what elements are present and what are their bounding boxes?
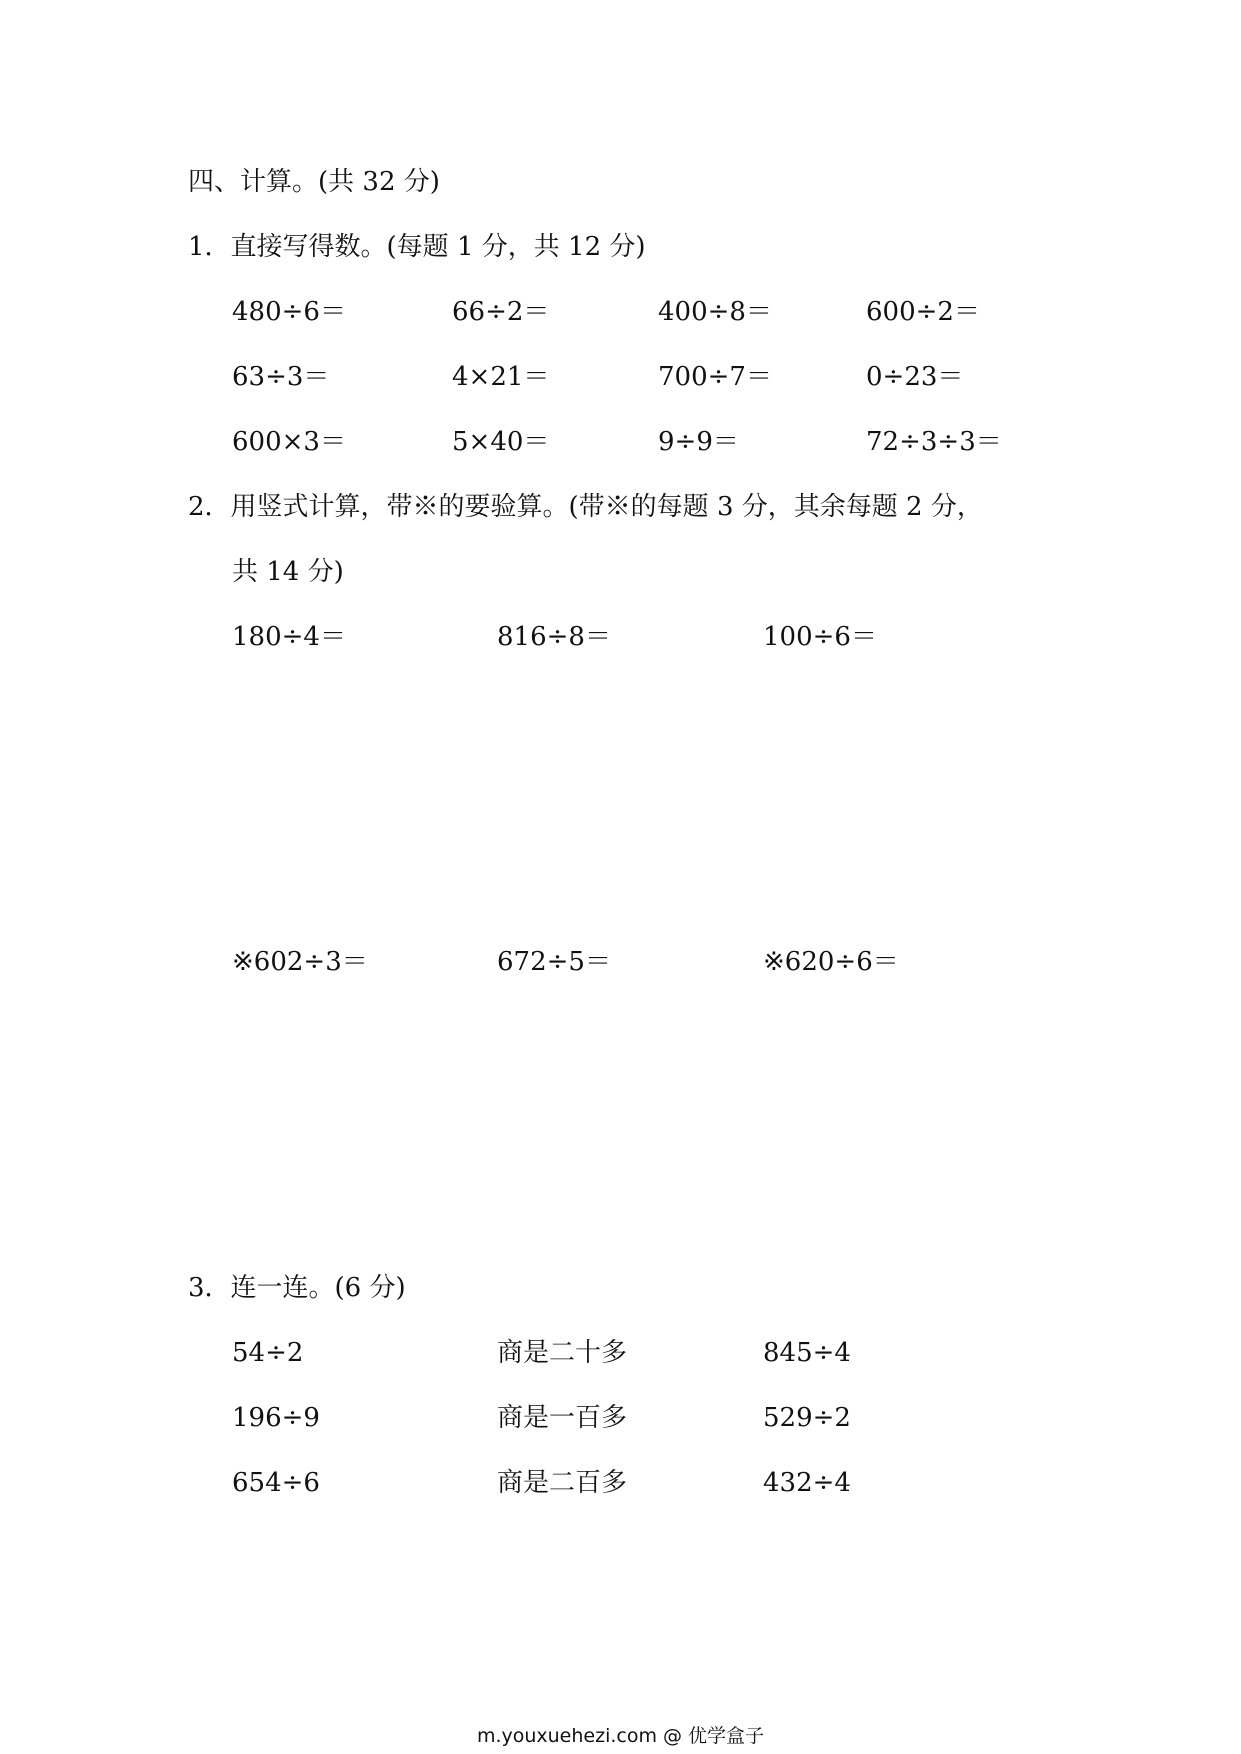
q1-problem: 72÷3÷3＝ <box>866 427 1002 457</box>
q1-problem: 400÷8＝ <box>658 297 772 327</box>
q2-problem: ※602÷3＝ <box>232 947 368 977</box>
q3-heading: 3．连一连。(6 分) <box>188 1273 406 1303</box>
q3-quotient-label: 商是一百多 <box>497 1403 628 1433</box>
q3-right-expression: 845÷4 <box>763 1338 851 1368</box>
footer-watermark: m.youxuehezi.com @ 优学盒子 <box>476 1725 765 1747</box>
q1-problem: 5×40＝ <box>452 427 550 457</box>
q2-problem: ※620÷6＝ <box>763 947 899 977</box>
q3-left-expression: 54÷2 <box>232 1338 304 1368</box>
q2-problem: 816÷8＝ <box>497 622 611 652</box>
q1-problem: 9÷9＝ <box>658 427 739 457</box>
q1-problem: 0÷23＝ <box>866 362 964 392</box>
q1-problem: 700÷7＝ <box>658 362 772 392</box>
q3-quotient-label: 商是二十多 <box>497 1338 628 1368</box>
q3-left-expression: 654÷6 <box>232 1468 320 1498</box>
q1-problem: 63÷3＝ <box>232 362 330 392</box>
q1-problem: 600÷2＝ <box>866 297 980 327</box>
q2-problem: 180÷4＝ <box>232 622 346 652</box>
q3-left-expression: 196÷9 <box>232 1403 320 1433</box>
q1-problem: 480÷6＝ <box>232 297 346 327</box>
q2-problem: 672÷5＝ <box>497 947 611 977</box>
q1-problem: 600×3＝ <box>232 427 346 457</box>
q2-heading-line1: 2．用竖式计算，带※的要验算。(带※的每题 3 分，其余每题 2 分， <box>188 492 983 522</box>
section-title: 四、计算。(共 32 分) <box>188 167 440 197</box>
q3-quotient-label: 商是二百多 <box>497 1468 628 1498</box>
q1-problem: 66÷2＝ <box>452 297 550 327</box>
q1-problem: 4×21＝ <box>452 362 550 392</box>
q2-heading-line2: 共 14 分) <box>232 557 344 587</box>
q1-heading: 1．直接写得数。(每题 1 分，共 12 分) <box>188 232 646 262</box>
q3-right-expression: 432÷4 <box>763 1468 851 1498</box>
q3-right-expression: 529÷2 <box>763 1403 851 1433</box>
q2-problem: 100÷6＝ <box>763 622 877 652</box>
